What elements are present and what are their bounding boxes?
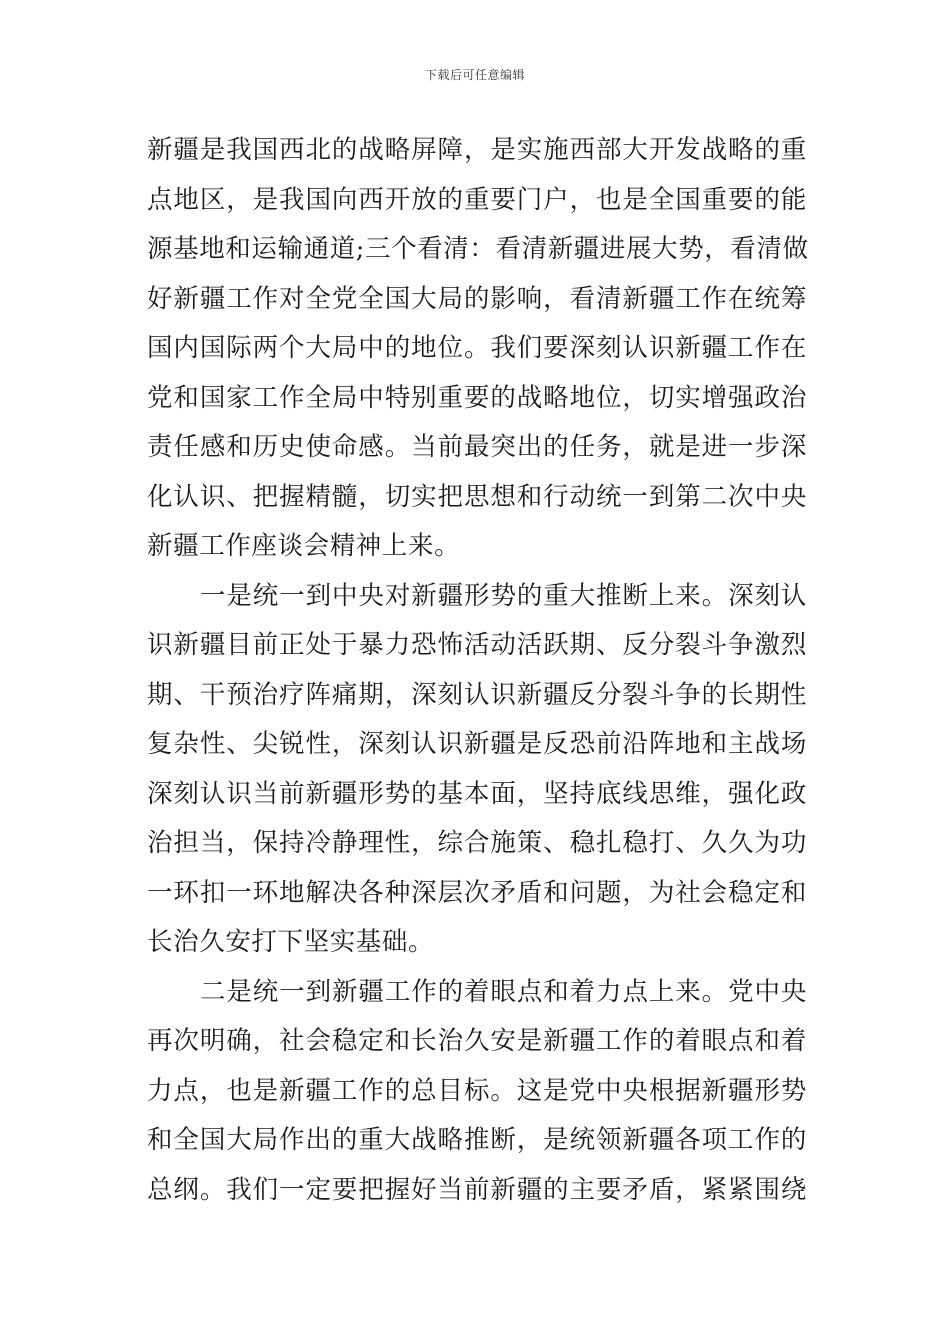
text-line: 再次明确，社会稳定和长治久安是新疆工作的着眼点和着: [147, 1026, 807, 1056]
text-line: 党和国家工作全局中特别重要的战略地位，切实增强政治: [147, 382, 807, 413]
text-line: 责任感和历史使命感。当前最突出的任务，就是进一步深: [147, 432, 807, 462]
text-line: 识新疆目前正处于暴力恐怖活动活跃期、反分裂斗争激烈: [147, 630, 807, 660]
text-line: 总纲。我们一定要把握好当前新疆的主要矛盾，紧紧围绕: [147, 1174, 807, 1205]
paragraph-first-line: 二是统一到新疆工作的着眼点和着力点上来。党中央: [200, 976, 807, 1007]
text-line: 复杂性、尖锐性，深刻认识新疆是反恐前沿阵地和主战场: [147, 729, 807, 759]
text-line: 深刻认识当前新疆形势的基本面，坚持底线思维，强化政: [147, 778, 807, 809]
text-line: 新疆工作座谈会精神上来。: [147, 531, 461, 561]
text-line: 新疆是我国西北的战略屏障，是实施西部大开发战略的重: [147, 135, 807, 165]
paragraph-first-line: 一是统一到中央对新疆形势的重大推断上来。深刻认: [200, 580, 807, 611]
text-line: 期、干预治疗阵痛期，深刻认识新疆反分裂斗争的长期性: [147, 679, 807, 710]
page-header-note: 下载后可任意编辑: [424, 68, 525, 82]
text-line: 力点，也是新疆工作的总目标。这是党中央根据新疆形势: [147, 1075, 807, 1106]
document-body: [147, 126, 807, 1215]
text-line: 和全国大局作出的重大战略推断，是统领新疆各项工作的: [147, 1125, 807, 1155]
text-line: 点地区，是我国向西开放的重要门户，也是全国重要的能: [147, 184, 807, 215]
text-line: 好新疆工作对全党全国大局的影响，看清新疆工作在统筹: [147, 283, 807, 314]
text-line: 国内国际两个大局中的地位。我们要深刻认识新疆工作在: [147, 333, 807, 363]
text-line: 长治久安打下坚实基础。: [147, 927, 435, 957]
text-line: 源基地和运输通道;三个看清：看清新疆进展大势，看清做: [147, 234, 809, 264]
text-line: 治担当，保持冷静理性，综合施策、稳扎稳打、久久为功: [147, 828, 807, 858]
text-line: 化认识、把握精髓，切实把思想和行动统一到第二次中央: [147, 481, 807, 512]
text-line: 一环扣一环地解决各种深层次矛盾和问题，为社会稳定和: [147, 877, 807, 908]
